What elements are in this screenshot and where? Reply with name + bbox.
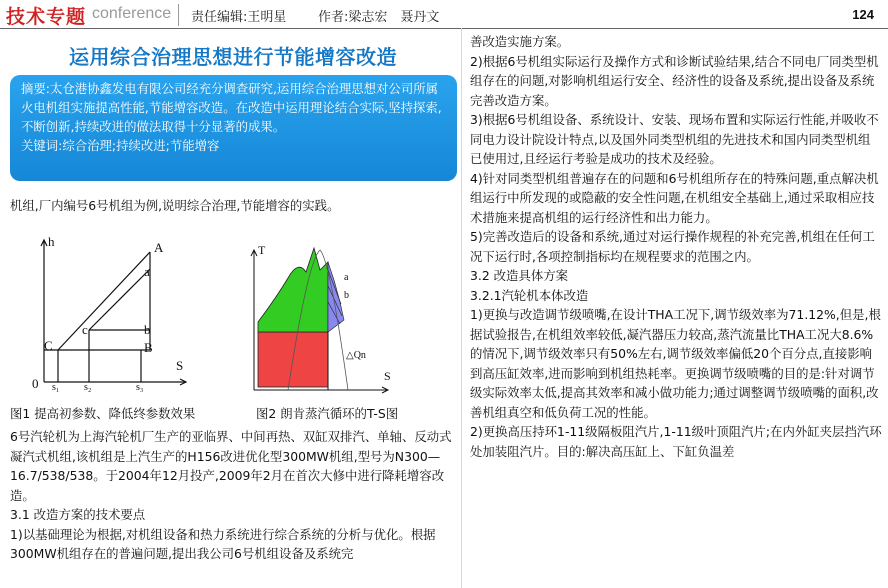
page-number: 124	[852, 7, 874, 22]
body-paragraph: 善改造实施方案。	[470, 34, 570, 49]
fig1-point-c: c	[82, 322, 88, 337]
fig1-tick-s1: s₁	[52, 382, 60, 393]
fig1-point-C: C	[44, 338, 53, 353]
body-paragraph: 3)根据6号机组设备、系统设计、安装、现场布置和实际运行性能,并吸收不同电力设计院设计特点,以及国外同类型机组的先进技术和国内同类型机组已使用过,且经运行考验是成功的技术及经验。	[470, 112, 879, 166]
article-authors: 作者:梁志宏 聂丹文	[318, 10, 440, 25]
fig1-tick-s2: s₂	[84, 382, 92, 393]
header-divider	[178, 4, 179, 26]
abstract-box	[10, 75, 457, 181]
body-paragraph: 1)更换与改造调节级喷嘴,在设计THA工况下,调节级效率为71.12%,但是,根据试验报告,在机组效率较低,凝汽器压力较高,蒸汽流量比THA工况大8.6%的情况下,调节级效率只有50%左右,调节级效率偏低20个百分点,直接影响到高压缸效率,进而影响到机组热耗率。更换调节级喷嘴的目的是:针对调节级实际效率太低,提高其效率和减小做功能力;通过调整调节级喷嘴的面积,改善机组真空和低负荷工况的性能。	[470, 307, 881, 420]
section-heading: 3.1 改造方案的技术要点	[10, 507, 146, 522]
section-heading: 3.2 改造具体方案	[470, 268, 568, 283]
responsible-editor: 责任编辑:王明星	[191, 10, 287, 25]
column-divider	[461, 28, 462, 588]
right-column	[470, 32, 882, 461]
body-paragraph: 6号汽轮机为上海汽轮机厂生产的亚临界、中间再热、双缸双排汽、单轴、反动式凝汽式机组,该机组是上汽生产的H156改进优化型300MW机组,型号为N300—16.7/538/538。于2004年12月投产,2009年2月在首次大修中进行降耗增容改造。	[10, 429, 452, 503]
keywords-text: 关键词:综合治理;持续改进;节能增容	[21, 138, 220, 153]
fig1-tick-s3: s₃	[136, 382, 144, 393]
fig2-annotation-dqn: △Qn	[346, 350, 366, 361]
body-paragraph: 2)根据6号机组实际运行及操作方式和诊断试验结果,结合不同电厂同类型机组存在的问题,对影响机组运行安全、经济性的设备及系统,提出设备及系统完善改造方案。	[470, 53, 879, 108]
intro-text: 机组,厂内编号6号机组为例,说明综合治理,节能增容的实践。	[10, 198, 340, 213]
fig1-label-S: S	[176, 358, 184, 373]
left-body	[10, 427, 456, 564]
figure-2-caption: 图2 朗肯蒸汽循环的T-S图	[256, 406, 399, 421]
fig2-label-S: S	[384, 369, 391, 383]
fig2-point-b: b	[344, 290, 349, 301]
abstract-text: 摘要:太仓港协鑫发电有限公司经充分调查研究,运用综合治理思想对公司所属火电机组实施提高性能,节能增容改造。在改造中运用理论结合实际,坚持探索,不断创新,持续改进的做法取得十分显著的成果。	[21, 81, 442, 134]
column-brand: 技术专题	[6, 6, 87, 28]
fig2-label-T: T	[258, 243, 266, 257]
body-paragraph: 4)针对同类型机组普遍存在的问题和6号机组所存在的特殊问题,重点解决机组运行中所发现的或隐蔽的安全性问题,在机组安全基础上,通过采取相应技术措施来提高机组的运行经济性和出力能力。	[470, 170, 879, 225]
fig2-green-area	[258, 248, 328, 332]
column-brand-subtitle: conference	[92, 5, 172, 22]
figure-1-caption: 图1 提高初参数、降低终参数效果	[10, 406, 196, 421]
fig1-point-a: a	[144, 264, 150, 279]
body-paragraph: 2)更换高压持环1-11级隔板阻汽片,1-11级叶顶阻汽片;在内外缸夹层挡汽环处加装阻汽片。目的:解决高压缸上、下缸负温差	[470, 424, 882, 459]
fig1-label-h: h	[48, 234, 55, 249]
intro-paragraph	[10, 196, 456, 216]
page-header	[0, 0, 888, 28]
article-title: 运用综合治理思想进行节能增容改造	[69, 45, 397, 69]
fig2-blue-area	[328, 262, 344, 332]
fig1-label-origin: 0	[32, 376, 39, 391]
fig2-point-a: a	[344, 272, 349, 283]
figure-1-hs-diagram	[14, 232, 194, 402]
body-paragraph: 5)完善改造后的设备和系统,通过对运行操作规程的补充完善,机组在任何工况下运行时,各项控制指标均在规程要求的范围之内。	[470, 229, 875, 264]
figure-2-ts-diagram	[248, 240, 398, 400]
fig1-expansion-line-ca	[89, 269, 150, 330]
body-paragraph: 1)以基础理论为根据,对机组设备和热力系统进行综合系统的分析与优化。根据300MW机组存在的普遍问题,提出我公司6号机组设备及系统完	[10, 526, 436, 561]
fig1-expansion-line-CA	[58, 252, 150, 350]
subsection-heading: 3.2.1汽轮机本体改造	[470, 287, 589, 303]
fig1-point-B: B	[144, 340, 153, 355]
header-rule	[0, 28, 888, 29]
fig1-point-A: A	[154, 240, 164, 255]
fig1-point-b: b	[144, 322, 151, 337]
